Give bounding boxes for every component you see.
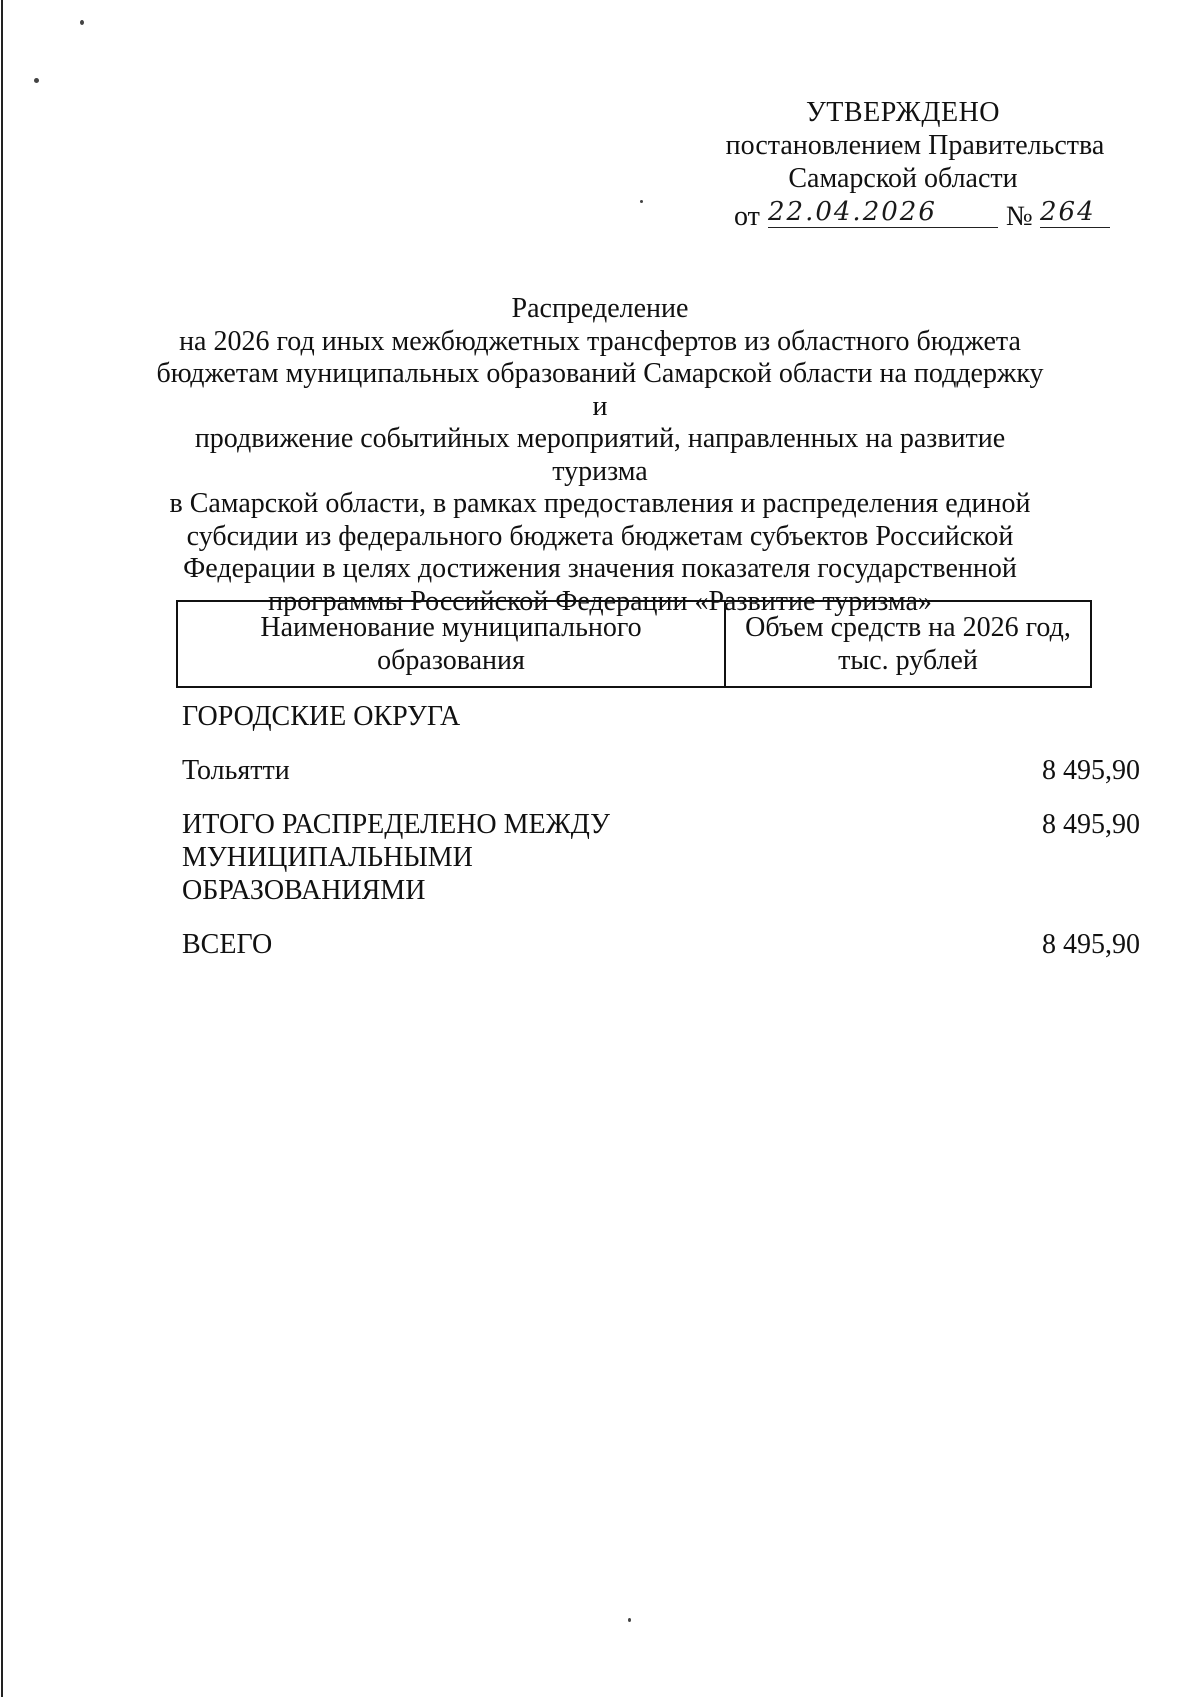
handwritten-number: 264	[1040, 197, 1110, 228]
date-prefix: от	[734, 201, 760, 232]
title-heading: Распределение	[511, 293, 689, 324]
table-body	[182, 700, 1140, 968]
document-title	[150, 293, 1050, 618]
section-label: ГОРОДСКИЕ ОКРУГА	[182, 701, 461, 732]
approval-block	[700, 96, 1130, 195]
header-municipality	[178, 602, 726, 686]
title-line: программы Российской Федерации «Развитие туризма»	[268, 585, 932, 617]
decree-date-line	[734, 197, 1124, 233]
title-line: на 2026 год иных межбюджетных трансфертов из областного бюджета	[179, 325, 1021, 357]
scan-speck	[628, 1618, 631, 1622]
header-amount	[726, 602, 1090, 686]
subtotal-row	[182, 808, 1140, 928]
section-row	[182, 700, 1092, 754]
municipality-amount: 8 495,90	[1042, 755, 1140, 786]
total-label: ВСЕГО	[182, 929, 273, 960]
scan-speck	[34, 78, 39, 83]
table-row	[182, 754, 1140, 808]
subtotal-label-line-1: ИТОГО РАСПРЕДЕЛЕНО МЕЖДУ	[182, 809, 610, 840]
scan-speck	[640, 200, 643, 203]
scan-speck	[80, 20, 84, 25]
handwritten-date: 22.04.2026	[768, 197, 998, 228]
header-amount-line-2: тыс. рублей	[838, 645, 978, 676]
title-line: Федерации в целях достижения значения показателя государственной	[183, 553, 1017, 584]
title-line: в Самарской области, в рамках предоставления и распределения единой	[169, 488, 1031, 519]
header-amount-line-1: Объем средств на 2026 год,	[745, 612, 1071, 643]
total-amount: 8 495,90	[1042, 929, 1140, 960]
approval-line-2: Самарской области	[788, 163, 1018, 194]
approved-heading: УТВЕРЖДЕНО	[805, 97, 1001, 128]
title-line: продвижение событийных мероприятий, направленных на развитие туризма	[194, 423, 1006, 487]
header-municipality-line-2: образования	[377, 645, 525, 676]
subtotal-label	[182, 808, 702, 928]
header-municipality-line-1: Наименование муниципального	[260, 612, 642, 643]
subtotal-label-line-3: ОБРАЗОВАНИЯМИ	[182, 875, 426, 906]
subtotal-label-line-2: МУНИЦИПАЛЬНЫМИ	[182, 842, 473, 873]
approval-line-1: постановлением Правительства	[725, 130, 1105, 161]
subtotal-amount: 8 495,90	[1042, 809, 1140, 840]
title-line: бюджетам муниципальных образований Самарской области на поддержку и	[156, 358, 1044, 422]
total-row	[182, 928, 1140, 968]
table-header	[176, 600, 1092, 688]
scan-edge	[1, 0, 3, 1697]
title-line: субсидии из федерального бюджета бюджетам субъектов Российской	[186, 520, 1014, 552]
number-prefix: №	[1006, 201, 1033, 232]
municipality-name: Тольятти	[182, 755, 290, 786]
